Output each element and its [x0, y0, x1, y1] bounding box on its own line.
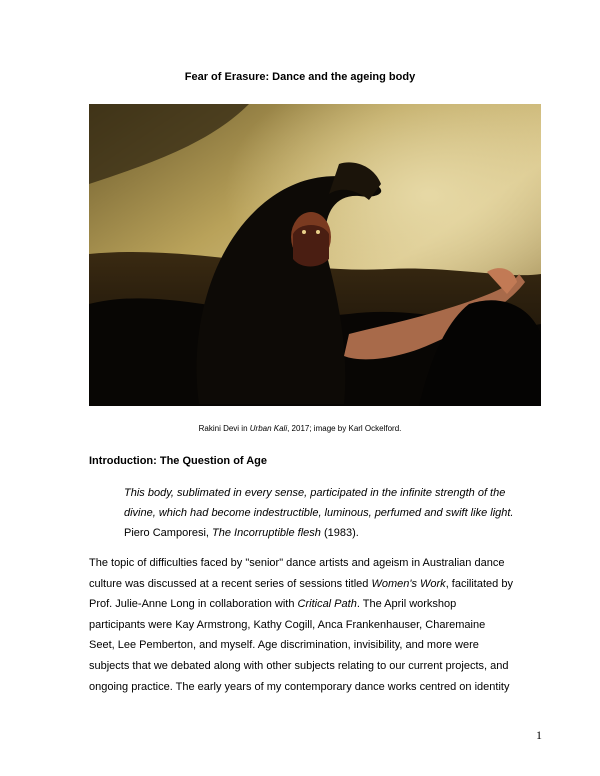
- epigraph-line-1: This body, sublimated in every sense, participated in the infinite strength of the: [124, 487, 506, 499]
- dance-photo: [89, 104, 541, 406]
- body-paragraph: [89, 553, 549, 697]
- body-line-3-italic: Critical Path: [297, 598, 357, 611]
- body-line-6: subjects that we debated along with other subjects relating to our current projects, and: [89, 659, 509, 672]
- body-line-2-pre: culture was discussed at a recent series of sessions titled: [89, 577, 372, 590]
- body-line-1: The topic of difficulties faced by "senior" dance artists and ageism in Australian dance: [89, 557, 505, 569]
- body-line-7: ongoing practice. The early years of my contemporary dance works centred on identity: [89, 680, 510, 693]
- epigraph-line-2: divine, which had become indestructible, luminous, perfumed and swift like light.: [124, 507, 514, 519]
- body-line-2-post: , facilitated by: [445, 577, 513, 590]
- epigraph-attribution: [124, 523, 544, 543]
- caption-suffix: , 2017; image by Karl Ockelford.: [287, 424, 402, 433]
- section-heading: Introduction: The Question of Age: [89, 455, 268, 467]
- body-line-2: [89, 574, 549, 595]
- figure-caption: [0, 424, 600, 433]
- body-line-3-pre: Prof. Julie-Anne Long in collaboration with: [89, 598, 298, 611]
- body-line-2-italic: Women's Work: [371, 577, 446, 590]
- body-line-5: Seet, Lee Pemberton, and myself. Age discrimination, invisibility, and more were: [89, 639, 479, 652]
- caption-prefix: Rakini Devi in: [198, 424, 250, 433]
- page-number: 1: [536, 728, 542, 742]
- epigraph-work: The Incorruptible flesh: [212, 527, 321, 539]
- epigraph-year: (1983).: [320, 527, 359, 539]
- epigraph-author: Piero Camporesi,: [124, 527, 213, 539]
- body-line-3: [89, 594, 549, 615]
- body-line-3-post: . The April workshop: [356, 598, 457, 611]
- caption-work-title: Urban Kali: [249, 424, 288, 433]
- epigraph: [124, 483, 544, 543]
- document-title: Fear of Erasure: Dance and the ageing body: [184, 71, 416, 83]
- body-line-4: participants were Kay Armstrong, Kathy Cogill, Anca Frankenhauser, Charemaine: [89, 618, 486, 631]
